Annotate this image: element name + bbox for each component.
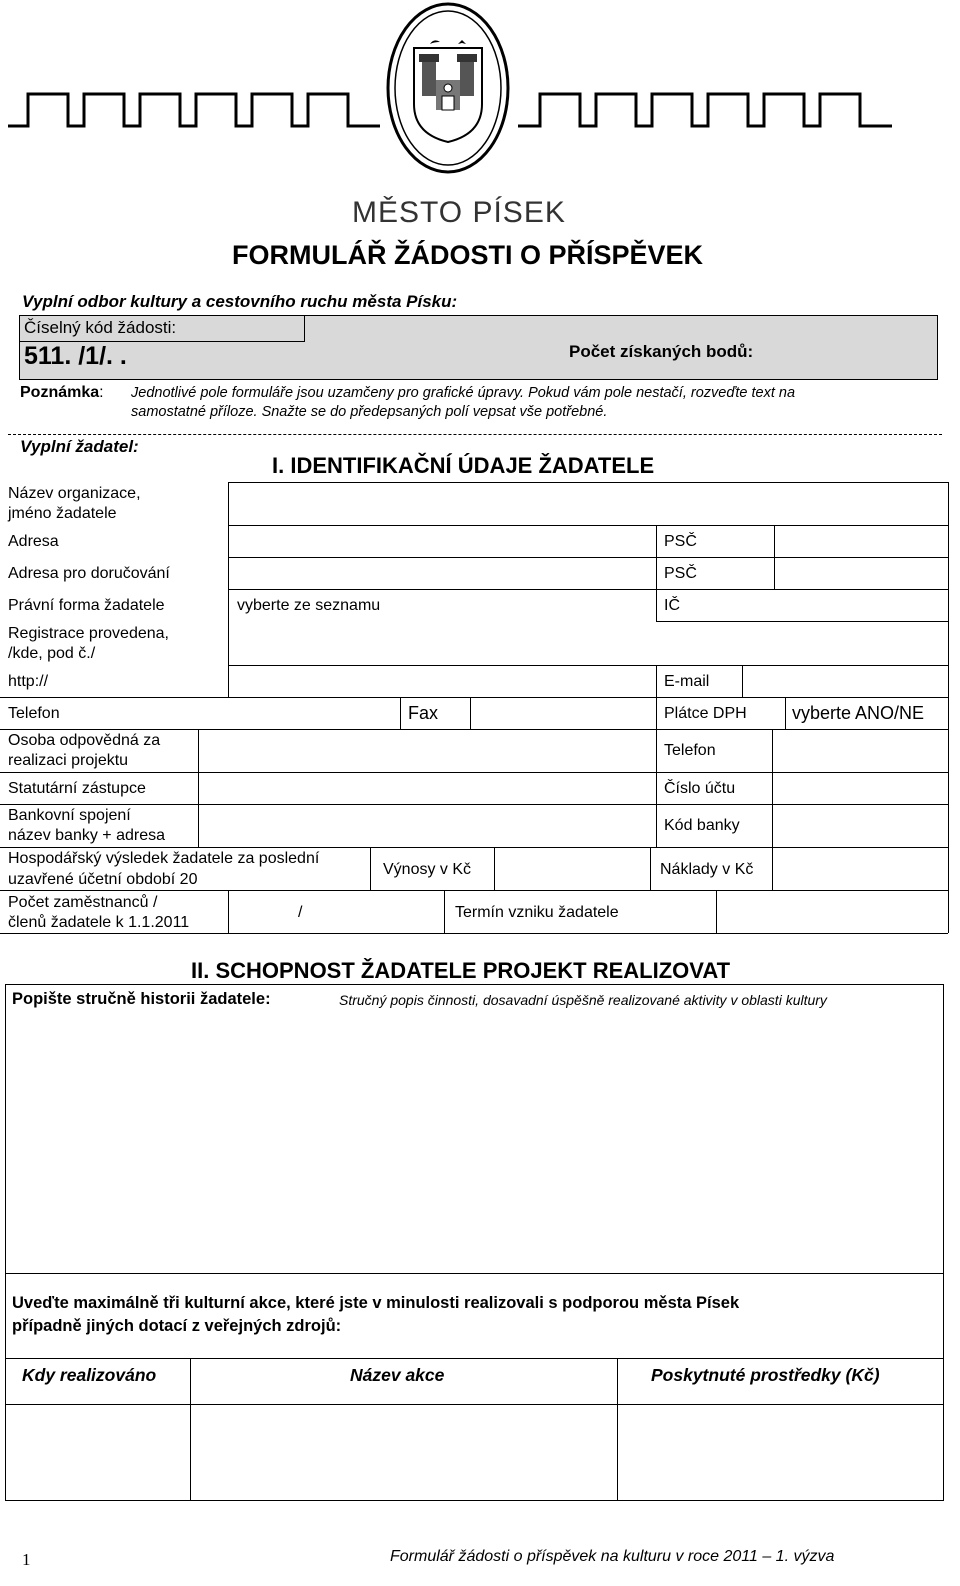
grid-line [656, 729, 657, 847]
vat-payer-select[interactable]: vyberte ANO/NE [792, 703, 925, 723]
psc-label: PSČ [664, 533, 697, 550]
legal-form-select[interactable]: vyberte ze seznamu [237, 597, 381, 614]
note-line-2: samostatné příloze. Snažte se do předepsaných polí vepsat vše potřebné. [131, 404, 608, 420]
bank-field[interactable] [199, 805, 655, 846]
address-field[interactable] [229, 526, 655, 556]
revenues-field[interactable] [495, 848, 649, 889]
employees-label-2: členů žadatele k 1.1.2011 [8, 914, 190, 931]
delivery-address-label: Adresa pro doručování [8, 565, 170, 582]
result-label-1: Hospodářský výsledek žadatele za poslední [8, 850, 320, 867]
page-number: 1 [22, 1550, 31, 1569]
request-code-value: 511. /1/. . [24, 342, 127, 370]
history-label: Popište stručně historii žadatele: [12, 990, 271, 1008]
responsible-phone-label: Telefon [664, 742, 716, 759]
statutory-label: Statutární zástupce [8, 780, 146, 797]
ic-label: IČ [664, 597, 680, 614]
grid-line [0, 697, 228, 698]
fax-label: Fax [408, 703, 439, 723]
org-name-field[interactable] [229, 483, 947, 524]
form-title: FORMULÁŘ ŽÁDOSTI O PŘÍSPĚVEK [232, 240, 704, 270]
section1-title: I. IDENTIFIKAČNÍ ÚDAJE ŽADATELE [272, 453, 655, 478]
email-label: E-mail [664, 673, 710, 690]
grid-line [656, 525, 657, 621]
account-number-label: Číslo účtu [664, 780, 736, 797]
bank-code-label: Kód banky [664, 817, 740, 834]
history-hint: Stručný popis činnosti, dosavadní úspěšně realizované aktivity v oblasti kultury [339, 992, 827, 1008]
note-colon: : [99, 384, 104, 401]
request-code-label: Číselný kód žádosti: [24, 318, 177, 337]
events-col-when: Kdy realizováno [22, 1365, 157, 1385]
delivery-psc-field[interactable] [775, 558, 947, 588]
phone-field[interactable] [229, 698, 399, 728]
events-when-field[interactable] [6, 1405, 189, 1500]
events-header-top [5, 1358, 944, 1359]
events-intro-1: Uveďte maximálně tři kulturní akce, které jste v minulosti realizovali s podporou města Písek [12, 1294, 740, 1312]
address-label: Adresa [8, 533, 59, 550]
website-label: http:// [8, 673, 49, 690]
website-field[interactable] [229, 666, 655, 696]
grid-line [656, 697, 657, 729]
responsible-person-field[interactable] [199, 730, 655, 771]
grid-line [785, 697, 786, 729]
events-col-name: Název akce [350, 1365, 445, 1385]
employees-slash: / [298, 904, 303, 921]
registration-label-2: /kde, pod č./ [8, 645, 96, 662]
founded-label: Termín vzniku žadatele [455, 904, 619, 921]
note-label-text: Poznámka [20, 384, 100, 401]
registration-field[interactable] [229, 622, 947, 664]
grid-line [444, 890, 445, 933]
account-number-field[interactable] [773, 773, 947, 803]
history-field[interactable] [6, 1016, 943, 1272]
registration-label-1: Registrace provedena, [8, 625, 169, 642]
responsible-label-1: Osoba odpovědná za [8, 732, 161, 749]
grid-line [0, 933, 948, 934]
responsible-phone-field[interactable] [773, 730, 947, 771]
points-label: Počet získaných bodů: [569, 342, 754, 361]
delivery-address-field[interactable] [229, 558, 655, 588]
costs-field[interactable] [773, 848, 947, 889]
responsible-label-2: realizaci projektu [8, 752, 129, 769]
note-line-1: Jednotlivé pole formuláře jsou uzamčeny pro grafické úpravy. Pokud vám pole nestačí, rozveďte text na [131, 385, 796, 401]
delivery-psc-label: PSČ [664, 565, 697, 582]
revenues-label: Výnosy v Kč [383, 861, 472, 878]
office-fill-note: Vyplní odbor kultury a cestovního ruchu města Písku: [22, 292, 458, 311]
email-field[interactable] [743, 666, 947, 696]
result-label-2: uzavřené účetní období 20 [8, 871, 198, 888]
bank-code-field[interactable] [773, 805, 947, 846]
events-funds-field[interactable] [618, 1405, 943, 1500]
events-name-field[interactable] [191, 1405, 616, 1500]
grid-line [650, 847, 651, 890]
employees-field[interactable] [229, 891, 443, 932]
ic-field[interactable] [690, 590, 947, 620]
founded-field[interactable] [717, 891, 947, 932]
bank-label-1: Bankovní spojení [8, 807, 131, 824]
psc-field[interactable] [775, 526, 947, 556]
grid-line [370, 847, 371, 890]
org-name-label-1: Název organizace, [8, 485, 141, 502]
fax-field[interactable] [471, 698, 655, 728]
grid-line [948, 482, 949, 933]
costs-label: Náklady v Kč [660, 861, 754, 878]
footer-caption: Formulář žádosti o příspěvek na kulturu v roce 2011 – 1. výzva [390, 1548, 835, 1565]
vat-payer-label: Plátce DPH [664, 705, 747, 722]
events-col-funds: Poskytnuté prostředky (Kč) [651, 1365, 880, 1385]
legal-form-label: Právní forma žadatele [8, 597, 165, 614]
applicant-fill-note: Vyplní žadatel: [20, 437, 139, 456]
city-name: MĚSTO PÍSEK [352, 196, 566, 229]
section2-title: II. SCHOPNOST ŽADATELE PROJEKT REALIZOVAT [191, 958, 731, 983]
org-name-label-2: jméno žadatele [8, 505, 117, 522]
bank-label-2: název banky + adresa [8, 827, 165, 844]
events-intro-2: případně jiných dotací z veřejných zdrojů: [12, 1317, 342, 1335]
phone-label: Telefon [8, 705, 60, 722]
grid-line [400, 697, 401, 729]
statutory-field[interactable] [199, 773, 655, 803]
grid-line [656, 665, 657, 697]
employees-label-1: Počet zaměstnanců / [8, 894, 158, 911]
